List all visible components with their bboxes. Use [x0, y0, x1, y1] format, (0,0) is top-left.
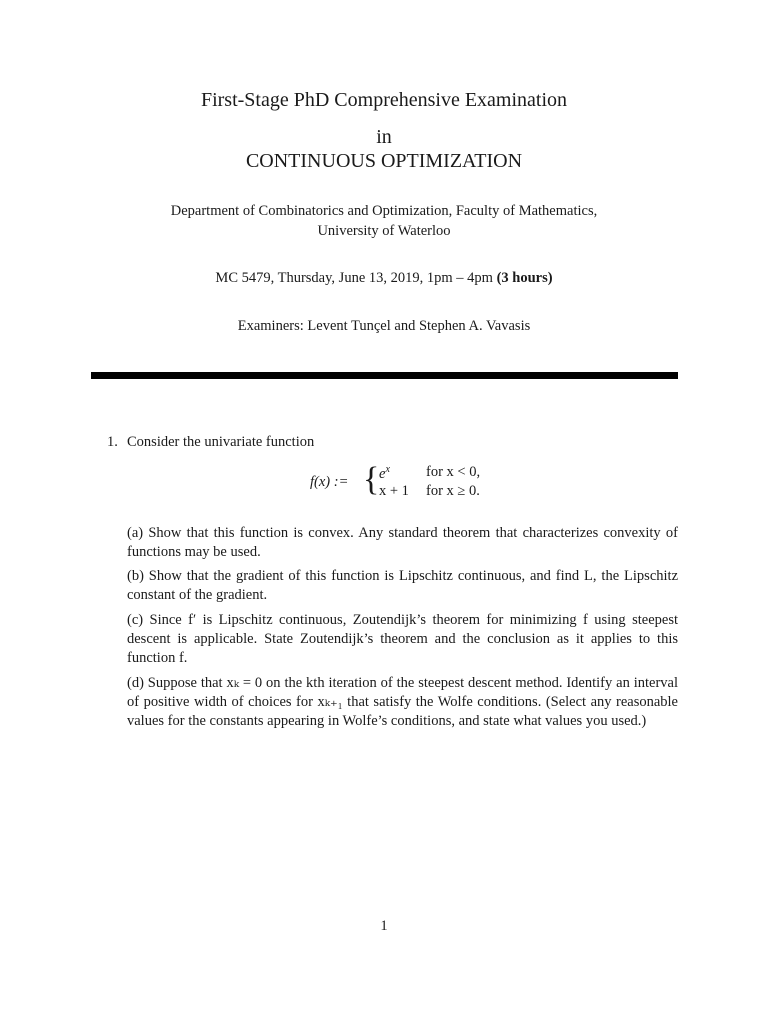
exam-title: First-Stage PhD Comprehensive Examination — [200, 89, 568, 111]
divider-rule — [91, 372, 678, 379]
question-part-d: (d) Suppose that xₖ = 0 on the kth iteration of the steepest descent method. Identify an interval of positive width of choices for xₖ₊₁ that satisfy the Wolfe conditions. (Select any reasonable values for the constants appearing in Wolfe’s conditions, and state what values you used.) — [127, 675, 678, 729]
formula-case1-expr: $e^x$ — [379, 464, 390, 482]
page-number: 1 — [380, 918, 388, 934]
formula-case2-expr: x + 1 — [379, 483, 409, 499]
question-intro: Consider the univariate function — [127, 434, 315, 450]
exam-title-in: in — [376, 126, 392, 148]
question-number: 1. — [107, 434, 118, 450]
question-part-b: (b) Show that the gradient of this function is Lipschitz continuous, and find L, the Lipschitz constant of the gradient. — [127, 568, 678, 603]
exam-schedule: MC 5479, Thursday, June 13, 2019, 1pm – 4pm — [215, 270, 493, 286]
department-line-1: Department of Combinatorics and Optimization, Faculty of Mathematics, — [170, 203, 598, 219]
left-brace: { — [363, 461, 380, 498]
exam-duration: (3 hours) — [496, 270, 553, 286]
formula-lhs: f(x) := — [310, 474, 349, 490]
piecewise-formula — [310, 462, 510, 504]
examiners: Examiners: Levent Tunçel and Stephen A. Vavasis — [237, 318, 531, 334]
department-line-2: University of Waterloo — [317, 223, 451, 239]
formula-case2-condition: for x ≥ 0. — [426, 483, 480, 499]
question-part-a: (a) Show that this function is convex. Any standard theorem that characterizes convexity of functions may be used. — [127, 525, 678, 560]
exam-meta — [0, 270, 768, 287]
exam-subject: CONTINUOUS OPTIMIZATION — [245, 150, 523, 172]
formula-case1-condition: for x < 0, — [426, 464, 481, 480]
question-part-c: (c) Since f′ is Lipschitz continuous, Zoutendijk’s theorem for minimizing f using steepest descent is applicable. State Zoutendijk’s theorem and the conclusion as it applies to this function f. — [127, 612, 678, 666]
